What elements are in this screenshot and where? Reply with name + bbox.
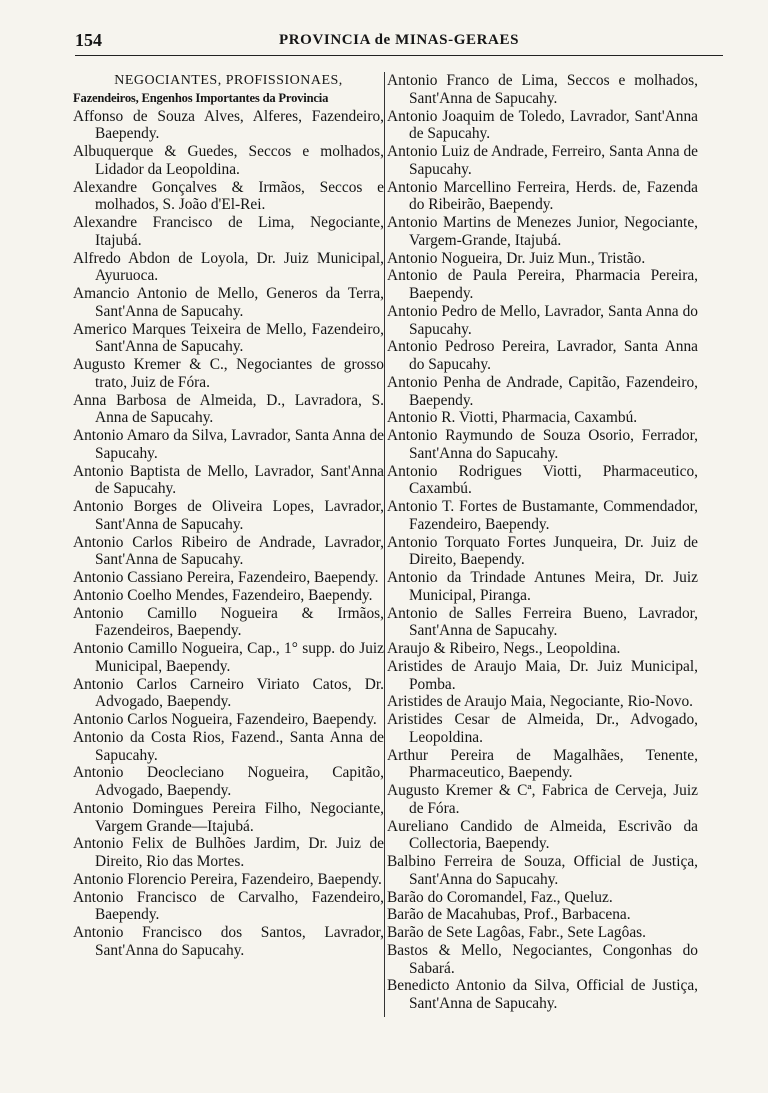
directory-entry: Antonio Camillo Nogueira, Cap., 1° supp. do Juiz Municipal, Baependy.: [73, 640, 384, 675]
directory-entry: Antonio Pedro de Mello, Lavrador, Santa Anna do Sapucahy.: [387, 302, 698, 338]
directory-entry: Aureliano Candido de Almeida, Escrivão da Collectoria, Baependy.: [387, 817, 698, 853]
section-heading: NEGOCIANTES, PROFISSIONAES,: [114, 73, 343, 88]
directory-entry: Balbino Ferreira de Souza, Official de Justiça, Sant'Anna do Sapucahy.: [387, 853, 698, 888]
directory-entry: Alexandre Gonçalves & Irmãos, Seccos e molhados, S. João d'El-Rei.: [73, 178, 384, 214]
directory-entry: Amancio Antonio de Mello, Generos da Terra, Sant'Anna de Sapucahy.: [73, 285, 384, 320]
directory-entry: Augusto Kremer & C., Negociantes de grosso trato, Juiz de Fóra.: [73, 356, 384, 391]
directory-entry: Aristides de Araujo Maia, Negociante, Rio-Novo.: [387, 693, 694, 711]
directory-entry: Antonio Francisco de Carvalho, Fazendeiro, Baependy.: [73, 888, 384, 924]
directory-entry: Antonio Deocleciano Nogueira, Capitão, Advogado, Baependy.: [73, 764, 384, 799]
directory-entry: Arthur Pereira de Magalhães, Tenente, Pharmaceutico, Baependy.: [387, 746, 698, 782]
directory-entry: Alfredo Abdon de Loyola, Dr. Juiz Municipal, Ayuruoca.: [73, 249, 384, 285]
directory-entry: Barão de Sete Lagôas, Fabr., Sete Lagôas.: [387, 924, 646, 941]
column-divider: [384, 72, 385, 1017]
directory-entry: Antonio Coelho Mendes, Fazendeiro, Baependy.: [73, 586, 373, 604]
directory-entry: Antonio Carlos Nogueira, Fazendeiro, Baependy.: [73, 711, 377, 728]
directory-entry: Antonio Carlos Ribeiro de Andrade, Lavrador, Sant'Anna de Sapucahy.: [73, 533, 384, 569]
directory-entry: Aristides de Araujo Maia, Dr. Juiz Municipal, Pomba.: [387, 657, 698, 693]
directory-entry: Antonio da Trindade Antunes Meira, Dr. Juiz Municipal, Piranga.: [387, 569, 698, 604]
directory-entry: Anna Barbosa de Almeida, D., Lavradora, S. Anna de Sapucahy.: [73, 391, 384, 427]
directory-entry: Antonio Amaro da Silva, Lavrador, Santa Anna de Sapucahy.: [73, 427, 384, 462]
directory-entry: Antonio T. Fortes de Bustamante, Commendador, Fazendeiro, Baependy.: [387, 498, 698, 533]
directory-entry: Benedicto Antonio da Silva, Official de Justiça, Sant'Anna de Sapucahy.: [387, 977, 698, 1012]
directory-entry: Antonio Raymundo de Souza Osorio, Ferrador, Sant'Anna do Sapucahy.: [387, 427, 698, 462]
directory-entry: Antonio Carlos Carneiro Viriato Catos, Dr. Advogado, Baependy.: [73, 675, 384, 711]
directory-entry: Antonio Luiz de Andrade, Ferreiro, Santa Anna de Sapucahy.: [387, 143, 698, 178]
directory-entry: Antonio Francisco dos Santos, Lavrador, Sant'Anna do Sapucahy.: [73, 924, 384, 959]
directory-entry: Affonso de Souza Alves, Alferes, Fazendeiro, Baependy.: [73, 107, 384, 143]
directory-entry: Antonio Florencio Pereira, Fazendeiro, Baependy.: [73, 870, 382, 888]
directory-entry: Antonio Cassiano Pereira, Fazendeiro, Baependy.: [73, 569, 379, 586]
directory-entry: Antonio Domingues Pereira Filho, Negociante, Vargem Grande—Itajubá.: [73, 799, 384, 835]
directory-entry: Antonio Martins de Menezes Junior, Negociante, Vargem-Grande, Itajubá.: [387, 214, 698, 249]
left-entry-list: [73, 108, 384, 960]
section-subheading: Fazendeiros, Engenhos Importantes da Provincia: [73, 90, 329, 105]
left-column: [73, 72, 384, 960]
directory-entry: Antonio Penha de Andrade, Capitão, Fazendeiro, Baependy.: [387, 373, 698, 409]
directory-entry: Antonio Camillo Nogueira & Irmãos, Fazendeiros, Baependy.: [73, 604, 384, 640]
directory-entry: Antonio Marcellino Ferreira, Herds. de, Fazenda do Ribeirão, Baependy.: [387, 178, 698, 214]
directory-entry: Bastos & Mello, Negociantes, Congonhas do Sabará.: [387, 941, 698, 977]
directory-entry: Albuquerque & Guedes, Seccos e molhados, Lidador da Leopoldina.: [73, 143, 384, 178]
directory-entry: Antonio Felix de Bulhões Jardim, Dr. Juiz de Direito, Rio das Mortes.: [73, 835, 384, 870]
directory-entry: Antonio Joaquim de Toledo, Lavrador, Sant'Anna de Sapucahy.: [387, 107, 698, 143]
right-entry-list: [387, 72, 698, 1013]
directory-entry: Americo Marques Teixeira de Mello, Fazendeiro, Sant'Anna de Sapucahy.: [73, 320, 384, 356]
directory-entry: Antonio Pedroso Pereira, Lavrador, Santa Anna do Sapucahy.: [387, 338, 698, 373]
directory-entry: Antonio Nogueira, Dr. Juiz Mun., Tristão.: [387, 249, 646, 267]
directory-entry: Antonio R. Viotti, Pharmacia, Caxambú.: [387, 409, 638, 427]
directory-entry: Antonio Torquato Fortes Junqueira, Dr. Juiz de Direito, Baependy.: [387, 533, 698, 569]
directory-entry: Araujo & Ribeiro, Negs., Leopoldina.: [387, 640, 621, 657]
directory-entry: Barão de Macahubas, Prof., Barbacena.: [387, 906, 631, 924]
right-column: [387, 72, 698, 1013]
directory-entry: Antonio Rodrigues Viotti, Pharmaceutico, Caxambú.: [387, 462, 698, 498]
directory-entry: Antonio Borges de Oliveira Lopes, Lavrador, Sant'Anna de Sapucahy.: [73, 498, 384, 533]
directory-entry: Barão do Coromandel, Faz., Queluz.: [387, 888, 613, 906]
running-title: PROVINCIA de MINAS-GERAES: [278, 32, 520, 48]
directory-entry: Augusto Kremer & Cª, Fabrica de Cerveja, Juiz de Fóra.: [387, 782, 698, 817]
directory-entry: Antonio de Paula Pereira, Pharmacia Pereira, Baependy.: [387, 267, 698, 302]
directory-entry: Antonio de Salles Ferreira Bueno, Lavrador, Sant'Anna de Sapucahy.: [387, 604, 698, 640]
directory-entry: Antonio da Costa Rios, Fazend., Santa Anna de Sapucahy.: [73, 728, 384, 764]
directory-entry: Antonio Baptista de Mello, Lavrador, Sant'Anna de Sapucahy.: [73, 462, 384, 498]
directory-entry: Antonio Franco de Lima, Seccos e molhados, Sant'Anna de Sapucahy.: [387, 72, 698, 107]
header-rule: [75, 55, 723, 56]
page-number: 154: [75, 30, 102, 50]
directory-entry: Alexandre Francisco de Lima, Negociante, Itajubá.: [73, 214, 384, 249]
page-header: [75, 30, 723, 52]
directory-entry: Aristides Cesar de Almeida, Dr., Advogado, Leopoldina.: [387, 711, 698, 746]
